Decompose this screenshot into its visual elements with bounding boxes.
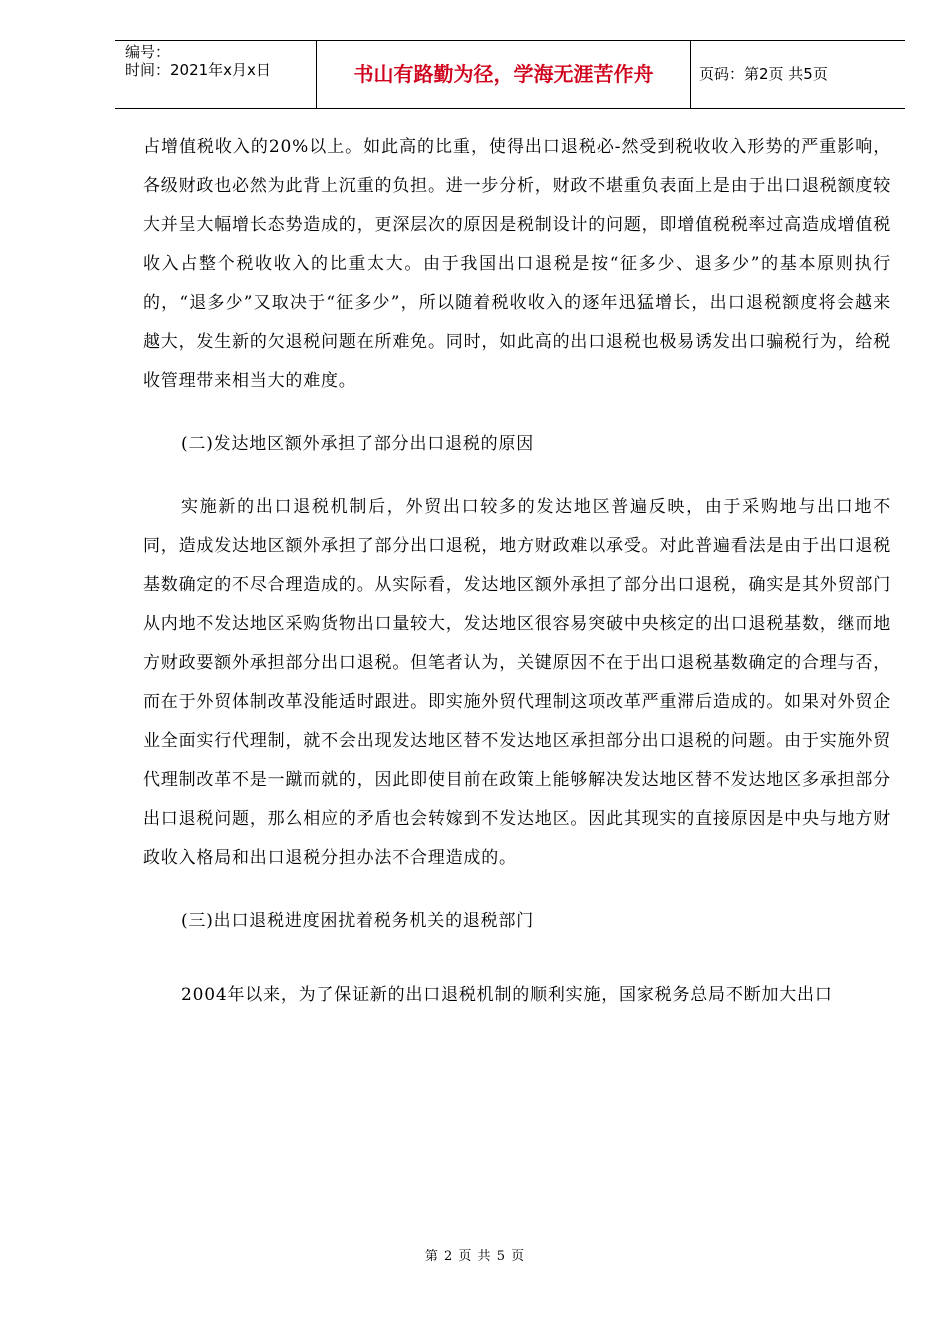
paragraph-1: 占增值税收入的20%以上。如此高的比重，使得出口退税必-然受到税收收入形势的严重影响，各级财政也必然为此背上沉重的负担。进一步分析，财政不堪重负表面上是由于出口退税额度较大并呈大幅增长态势造成的，更深层次的原因是税制设计的问题，即增值税税率过高造成增值税收入占整个税收收入的比重太大。由于我国出口退税是按“征多少、退多少”的基本原则执行的，“退多少”又取决于“征多少”，所以随着税收收入的逐年迅猛增长，出口退税额度将会越来越大，发生新的欠退税问题在所难免。同时，如此高的出口退税也极易诱发出口骗税行为，给税收管理带来相当大的难度。 — [143, 137, 891, 391]
header-page-label: 页码：第2页 共5页 — [699, 65, 828, 83]
section-heading-3: (三)出口退税进度困扰着税务机关的退税部门 — [181, 911, 535, 931]
page-header — [115, 40, 905, 109]
paragraph-3: 2004年以来，为了保证新的出口退税机制的顺利实施，国家税务总局不断加大出口 — [181, 985, 833, 1005]
paragraph-2: 实施新的出口退税机制后，外贸出口较多的发达地区普遍反映，由于采购地与出口地不同，造成发达地区额外承担了部分出口退税，地方财政难以承受。对此普遍看法是由于出口退税基数确定的不尽合理造成的。从实际看，发达地区额外承担了部分出口退税，确实是其外贸部门从内地不发达地区采购货物出口量较大，发达地区很容易突破中央核定的出口退税基数，继而地方财政要额外承担部分出口退税。但笔者认为，关键原因不在于出口退税基数确定的合理与否，而在于外贸体制改革没能适时跟进。即实施外贸代理制这项改革严重滞后造成的。如果对外贸企业全面实行代理制，就不会出现发达地区替不发达地区承担部分出口退税的问题。由于实施外贸代理制改革不是一蹴而就的，因此即使目前在政策上能够解决发达地区替不发达地区多承担部分出口退税问题，那么相应的矛盾也会转嫁到不发达地区。因此其现实的直接原因是中央与地方财政收入格局和出口退税分担办法不合理造成的。 — [143, 497, 891, 868]
header-motto: 书山有路勤为径，学海无涯苦作舟 — [317, 41, 691, 108]
page-footer: 第 2 页 共 5 页 — [424, 1249, 526, 1264]
document-body — [143, 128, 891, 1015]
header-meta-cell — [115, 41, 317, 108]
section-heading-2: (二)发达地区额外承担了部分出口退税的原因 — [181, 434, 535, 454]
document-time-label: 时间：2021年x月x日 — [125, 61, 271, 79]
document-number-label: 编号： — [125, 43, 171, 61]
